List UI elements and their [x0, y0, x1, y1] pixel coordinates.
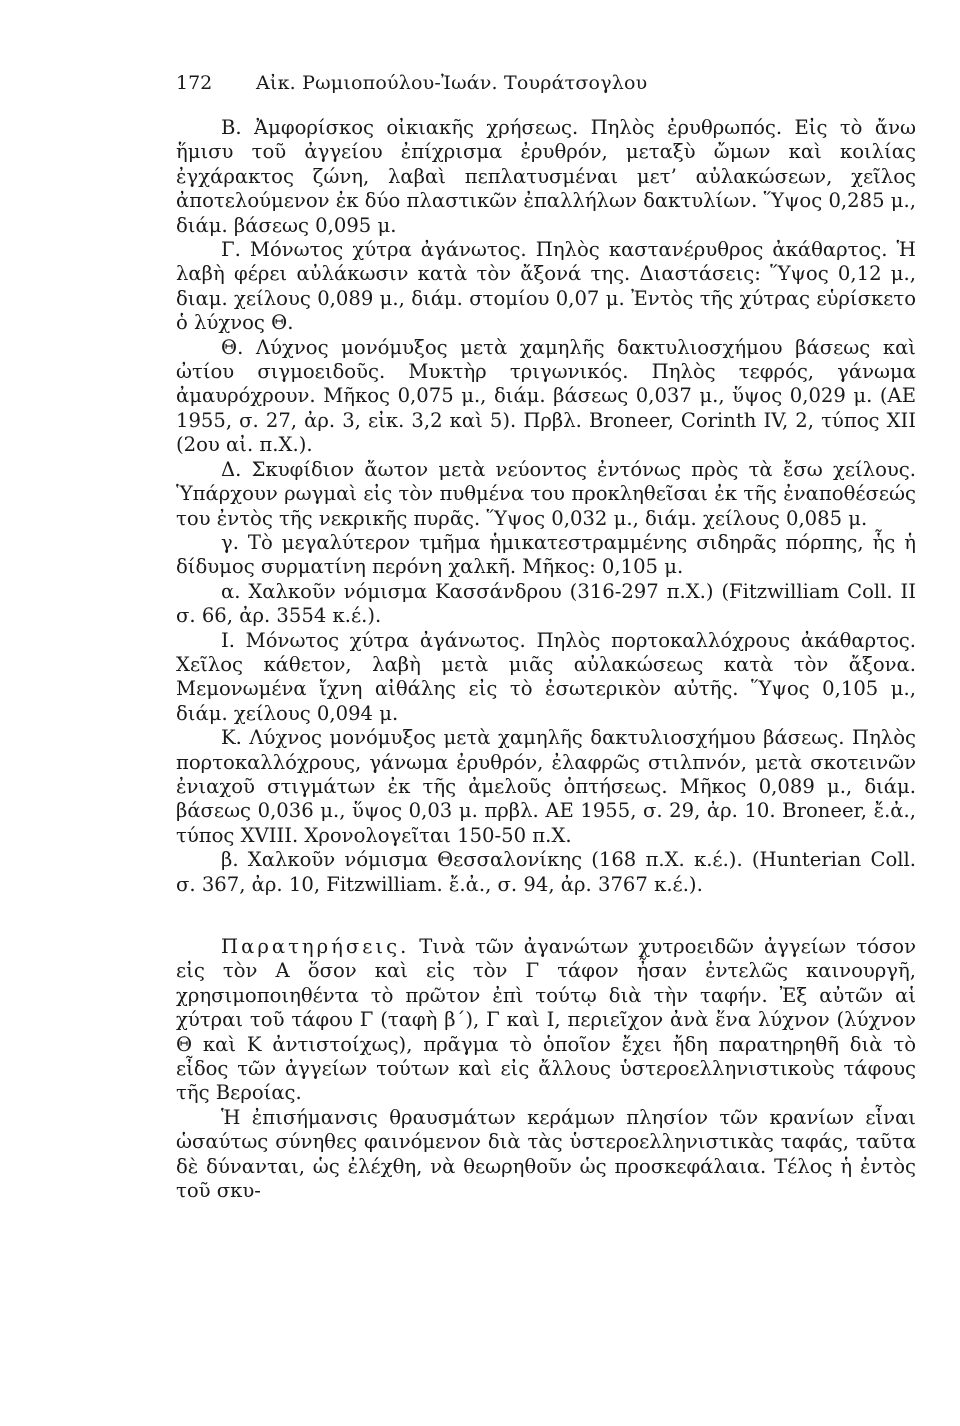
entry-G: Γ. Μόνωτος χύτρα ἀγάνωτος. Πηλὸς καστανέρυθρος ἀκάθαρτος. Ἡ λαβὴ φέρει αὐλάκωσιν κατὰ τὸν ἄξονά της. Διαστάσεις: Ὕψος 0,12 μ., διαμ. χείλους 0,089 μ., διάμ. στομίου 0,07 μ. Ἐντὸς τῆς χύτρας εὑρίσκετο ὁ λύχνος Θ.	[176, 238, 916, 335]
entry-B: Β. Ἀμφορίσκος οἰκιακῆς χρήσεως. Πηλὸς ἐρυθρωπός. Εἰς τὸ ἄνω ἥμισυ τοῦ ἀγγείου ἐπίχρισμα ἐρυθρόν, μεταξὺ ὤμων καὶ κοιλίας ἐγχάρακτος ζώνη, λαβαὶ πεπλατυσμέναι μετ’ αὐλακώσεων, χεῖλος ἀποτελούμενον ἐκ δύο πλαστικῶν ἐπαλλήλων δακτυλίων. Ὕψος 0,285 μ., διάμ. βάσεως 0,095 μ.	[176, 116, 916, 237]
entry-b: β. Χαλκοῦν νόμισμα Θεσσαλονίκης (168 π.Χ. κ.έ.). (Hunterian Coll. σ. 367, ἀρ. 10, Fitzwilliam. ἔ.ἀ., σ. 94, ἀρ. 3767 κ.έ.).	[176, 848, 916, 896]
running-header	[176, 70, 916, 96]
entry-I: Ι. Μόνωτος χύτρα ἀγάνωτος. Πηλὸς πορτοκαλλόχρους ἀκάθαρτος. Χεῖλος κάθετον, λαβὴ μετὰ μιᾶς αὐλακώσεως κατὰ τὸν ἄξονα. Μεμονωμένα ἴχνη αἰθάλης εἰς τὸ ἐσωτερικὸν αὐτῆς. Ὕψος 0,105 μ., διάμ. χείλους 0,094 μ.	[176, 628, 916, 725]
remarks-text-1: Τινὰ τῶν ἀγανώτων χυτροειδῶν ἀγγείων τόσον εἰς τὸν Α ὅσον καὶ εἰς τὸν Γ τάφον ἦσαν ἐντελῶς καινουργῆ, χρησιμοποιηθέντα τὸ πρῶτον ἐπὶ τούτῳ διὰ τὴν ταφήν. Ἐξ αὐτῶν αἱ χύτραι τοῦ τάφου Γ (ταφὴ β΄), Γ καὶ Ι, περιεῖχον ἀνὰ ἕνα λύχνον (λύχνον Θ καὶ Κ ἀντιστοίχως), πρᾶγμα τὸ ὁποῖον ἔχει ἤδη παρατηρηθῆ διὰ τὸ εἶδος τῶν ἀγγείων τούτων καὶ εἰς ἄλλους ὑστεροελληνιστικοὺς τάφους τῆς Βεροίας.	[176, 935, 916, 1105]
running-title: Αἰκ. Ρωμιοπούλου-Ἰωάν. Τουράτσογλου	[256, 72, 648, 94]
entry-K: Κ. Λύχνος μονόμυξος μετὰ χαμηλῆς δακτυλιοσχήμου βάσεως. Πηλὸς πορτοκαλλόχρους, γάνωμα ἐρυθρόν, ἐλαφρῶς στιλπνόν, μετὰ σκοτεινῶν ἐνιαχοῦ στιγμάτων ἐκ τῆς ἀμελοῦς ὀπτήσεως. Μῆκος 0,089 μ., διάμ. βάσεως 0,036 μ., ὕψος 0,03 μ. πρβλ. ΑΕ 1955, σ. 29, ἀρ. 10. Broneer, ἔ.ἀ., τύπος XVIII. Χρονολογεῖται 150-50 π.Χ.	[176, 726, 916, 847]
section-gap	[176, 897, 916, 935]
remarks-paragraph-2: Ἡ ἐπισήμανσις θραυσμάτων κεράμων πλησίον τῶν κρανίων εἶναι ὡσαύτως σύνηθες φαινόμενον διὰ τὰς ὑστεροελληνιστικὰς ταφάς, ταῦτα δὲ δύνανται, ὡς ἐλέχθη, νὰ θεωρηθοῦν ὡς προσκεφάλαια. Τέλος ἡ ἐντὸς τοῦ σκυ-	[176, 1105, 916, 1203]
entry-D: Δ. Σκυφίδιον ἄωτον μετὰ νεύοντος ἐντόνως πρὸς τὰ ἔσω χείλους. Ὑπάρχουν ρωγμαὶ εἰς τὸν πυθμένα του προκληθεῖσαι ἐκ τῆς ἐναποθέσεώς του ἐντὸς τῆς νεκρικῆς πυρᾶς. Ὕψος 0,032 μ., διάμ. χείλους 0,085 μ.	[176, 457, 916, 530]
body-text	[176, 116, 916, 1203]
entry-a: α. Χαλκοῦν νόμισμα Κασσάνδρου (316-297 π.Χ.) (Fitzwilliam Coll. II σ. 66, ἀρ. 3554 κ.έ.).	[176, 579, 916, 628]
remarks-heading: Παρατηρήσεις.	[221, 935, 410, 958]
page-number: 172	[176, 72, 213, 94]
entry-g: γ. Τὸ μεγαλύτερον τμῆμα ἡμικατεστραμμένης σιδηρᾶς πόρπης, ἧς ἡ δίδυμος συρματίνη περόνη χαλκῆ. Μῆκος: 0,105 μ.	[176, 530, 916, 579]
entry-TH: Θ. Λύχνος μονόμυξος μετὰ χαμηλῆς δακτυλιοσχήμου βάσεως καὶ ὠτίου σιγμοειδοῦς. Μυκτὴρ τριγωνικός. Πηλὸς τεφρός, γάνωμα ἀμαυρόχρουν. Μῆκος 0,075 μ., διάμ. βάσεως 0,037 μ., ὕψος 0,029 μ. (ΑΕ 1955, σ. 27, ἀρ. 3, εἰκ. 3,2 καὶ 5). Πρβλ. Broneer, Corinth IV, 2, τύπος XII (2ου αἰ. π.Χ.).	[176, 335, 916, 457]
remarks-paragraph-1	[176, 935, 916, 1106]
